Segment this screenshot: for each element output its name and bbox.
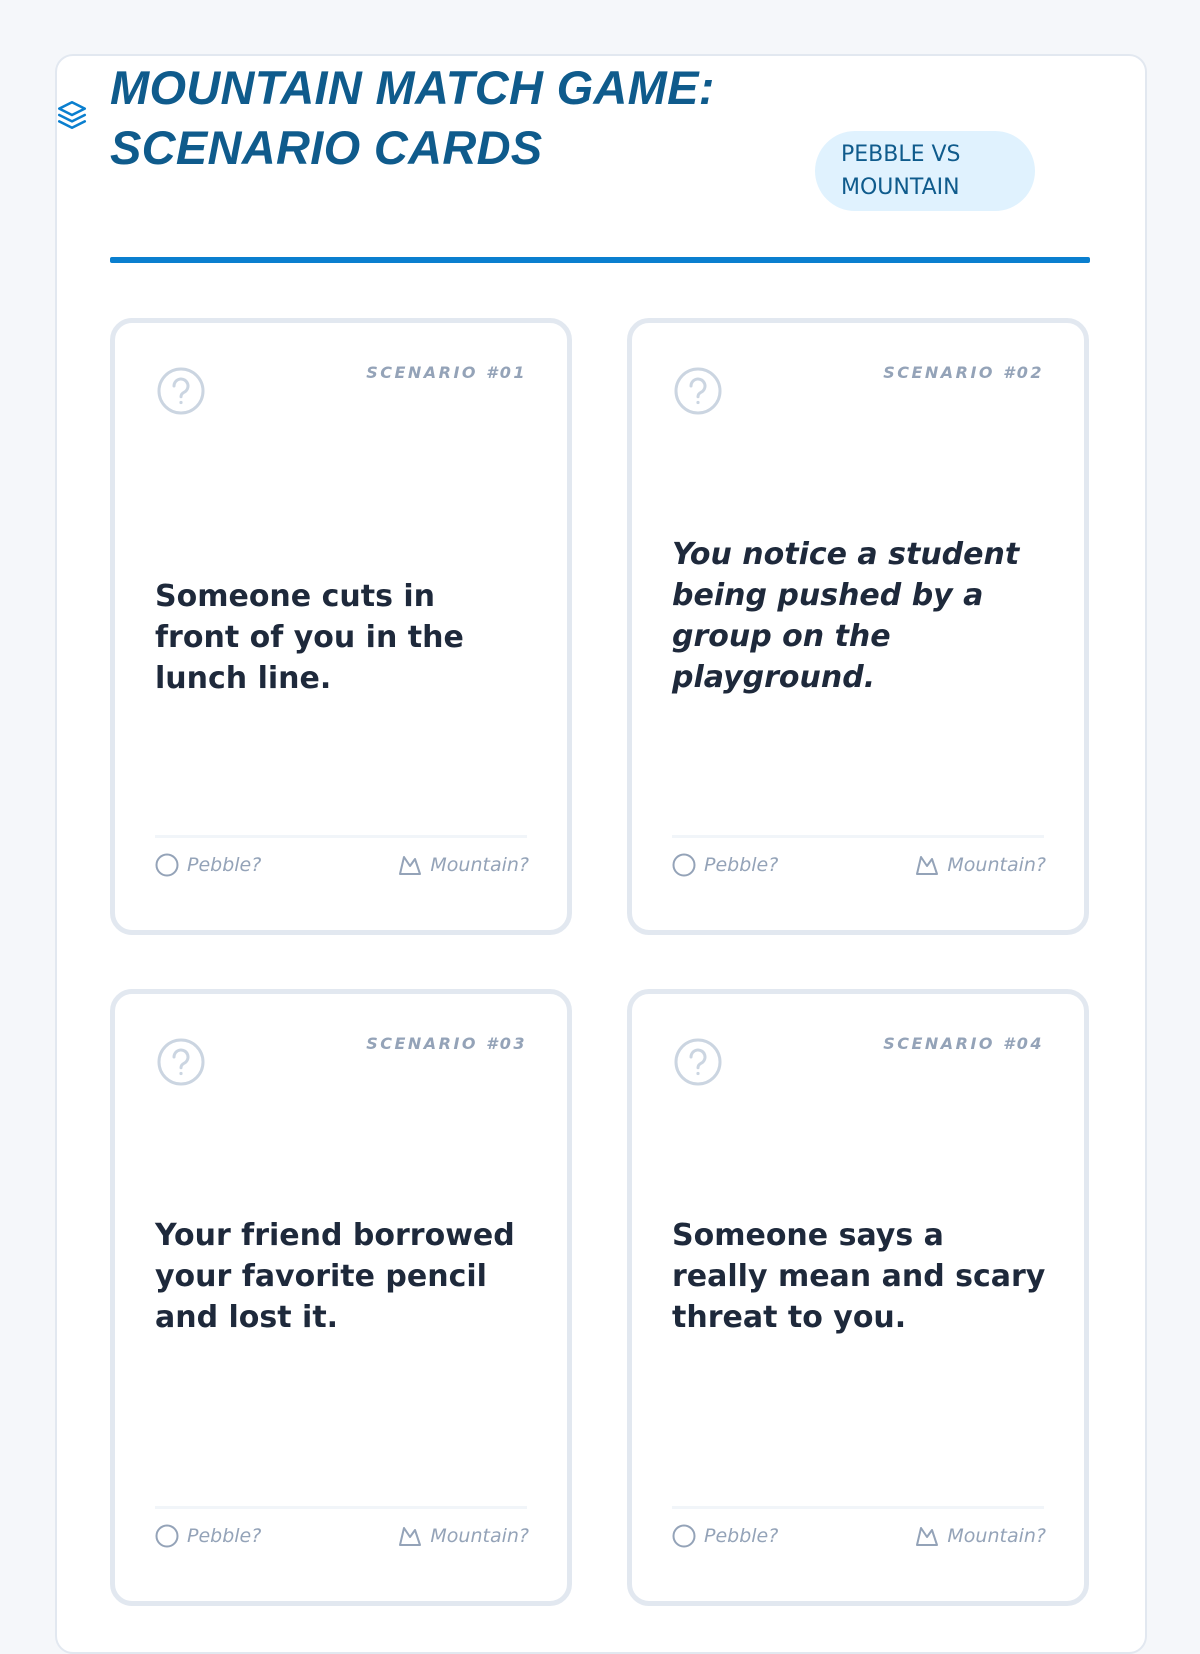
question-circle-icon (155, 1036, 207, 1088)
pebble-label: Pebble? (704, 854, 779, 876)
mountain-label: Mountain? (947, 1525, 1046, 1547)
badge-line-2: MOUNTAIN (841, 175, 960, 200)
circle-icon (155, 1524, 179, 1548)
scenario-number: SCENARIO #04 (883, 1034, 1044, 1053)
title-line-1: MOUNTAIN MATCH GAME: (110, 61, 715, 114)
header-divider (110, 257, 1090, 263)
pebble-label: Pebble? (187, 854, 262, 876)
card-options (672, 1521, 1046, 1551)
card-divider (672, 835, 1044, 838)
mountain-option[interactable] (915, 853, 1046, 877)
mountain-icon (398, 1524, 422, 1548)
mountain-option[interactable] (915, 1524, 1046, 1548)
circle-icon (155, 853, 179, 877)
card-options (155, 1521, 529, 1551)
scenario-card[interactable] (110, 989, 572, 1606)
card-divider (155, 1506, 527, 1509)
pebble-option[interactable] (672, 853, 778, 877)
header (55, 58, 1035, 208)
scenario-text: Someone says a really mean and scary threat to you. (672, 1218, 1046, 1335)
pebble-option[interactable] (155, 853, 261, 877)
mountain-label: Mountain? (947, 854, 1046, 876)
mountain-option[interactable] (398, 853, 529, 877)
scenario-card[interactable] (627, 989, 1089, 1606)
question-circle-icon (672, 1036, 724, 1088)
scenario-text: Your friend borrowed your favorite pencil and lost it. (155, 1218, 515, 1335)
pebble-option[interactable] (672, 1524, 778, 1548)
mountain-label: Mountain? (430, 1525, 529, 1547)
card-options (672, 850, 1046, 880)
scenario-number: SCENARIO #03 (366, 1034, 527, 1053)
pebble-label: Pebble? (187, 1525, 262, 1547)
question-circle-icon (672, 365, 724, 417)
scenario-card[interactable] (110, 318, 572, 935)
badge-line-1: PEBBLE VS (841, 142, 961, 167)
mountain-option[interactable] (398, 1524, 529, 1548)
title-line-2: SCENARIO CARDS (110, 121, 543, 174)
mountain-icon (915, 853, 939, 877)
pebble-option[interactable] (155, 1524, 261, 1548)
pebble-label: Pebble? (704, 1525, 779, 1547)
scenario-card[interactable] (627, 318, 1089, 935)
card-divider (155, 835, 527, 838)
page-title (110, 58, 790, 178)
card-divider (672, 1506, 1044, 1509)
mountain-icon (915, 1524, 939, 1548)
mode-badge (815, 131, 1035, 211)
mountain-label: Mountain? (430, 854, 529, 876)
scenario-text: You notice a student being pushed by a group on the playground. (672, 537, 1020, 695)
question-circle-icon (155, 365, 207, 417)
scenario-number: SCENARIO #02 (883, 363, 1044, 382)
scenario-text: Someone cuts in front of you in the lunch line. (155, 579, 464, 696)
layers-icon (55, 98, 89, 132)
mountain-icon (398, 853, 422, 877)
card-options (155, 850, 529, 880)
scenario-number: SCENARIO #01 (366, 363, 527, 382)
circle-icon (672, 1524, 696, 1548)
circle-icon (672, 853, 696, 877)
